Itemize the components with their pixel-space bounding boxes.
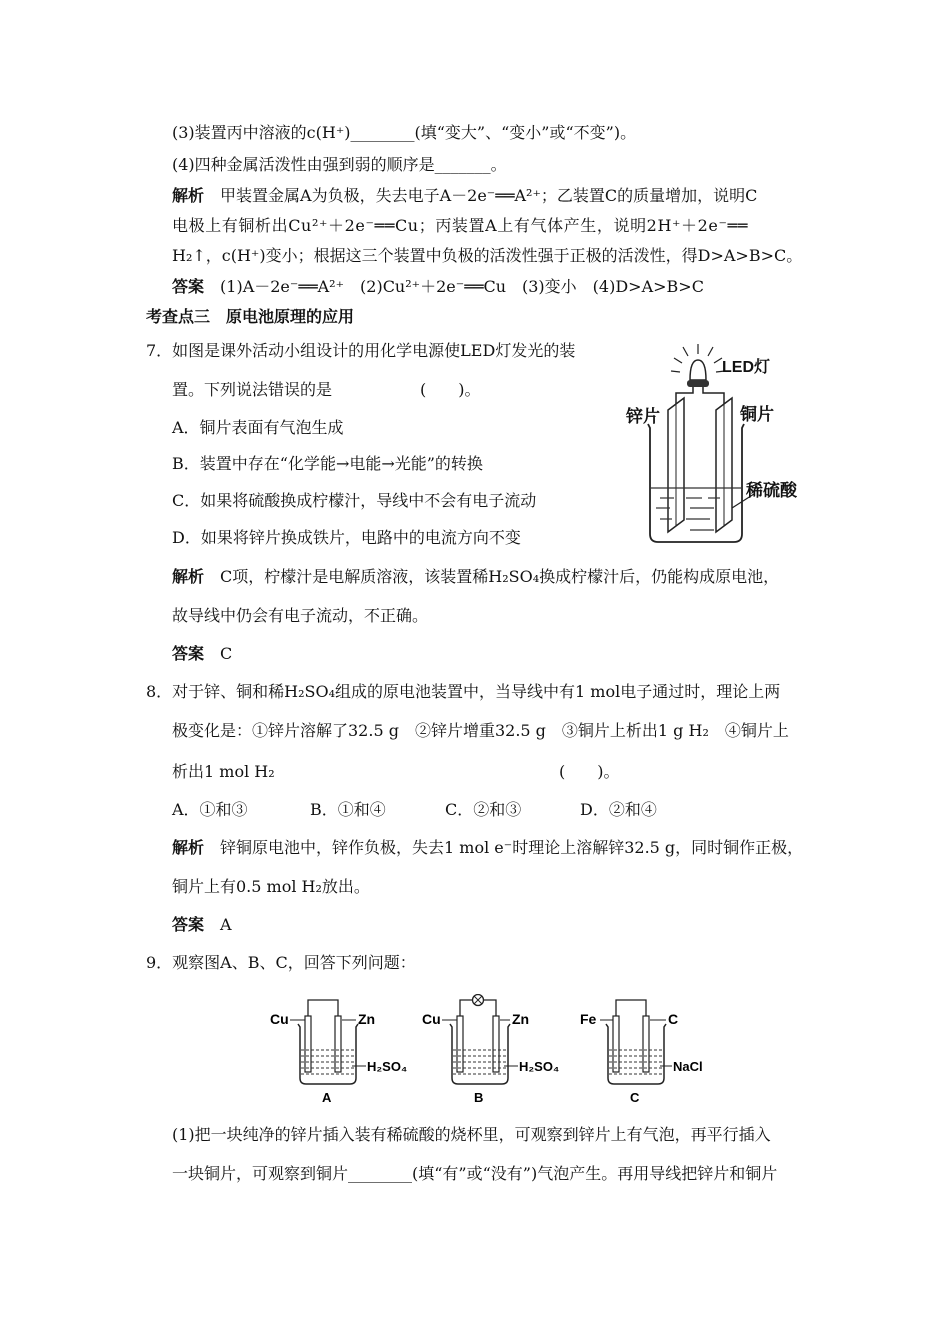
q8-option-c: C．②和③ <box>445 800 522 819</box>
q8-option-b: B．①和④ <box>310 800 386 819</box>
analysis-text: 锌铜原电池中，锌作负极，失去1 mol e⁻时理论上溶解锌32.5 g，同时铜作正极， <box>220 838 804 857</box>
answer-label: 答案 <box>172 915 205 934</box>
q7-analysis-line1 <box>172 566 779 588</box>
fig-c-right-label: C <box>668 1011 679 1027</box>
q6-sub3: (3)装置丙中溶液的c(H⁺)________(填“变大”、“变小”或“不变”)。 <box>172 123 637 142</box>
fig-b-right-label: Zn <box>512 1011 530 1027</box>
q7-option-b: B．装置中存在“化学能→电能→光能”的转换 <box>172 454 483 473</box>
bulb-icon <box>473 995 484 1006</box>
q8-stem-line3: 析出1 mol H₂ <box>172 762 275 781</box>
copper-label: 铜片 <box>740 405 774 424</box>
led-bulb-icon <box>687 360 709 387</box>
fig-a-left-label: Cu <box>270 1011 289 1027</box>
fig-b-solution-label: H₂SO₄ <box>519 1059 560 1074</box>
q8-analysis-line2: 铜片上有0.5 mol H₂放出。 <box>172 877 370 896</box>
q6-analysis-line3: H₂↑，c(H⁺)变小；根据这三个装置中负极的活泼性强于正极的活泼性，得D>A>B>C。 <box>172 246 803 265</box>
q7-answer-blank: ( )。 <box>420 380 481 399</box>
q9-sub1-line1: (1)把一块纯净的锌片插入装有稀硫酸的烧杯里，可观察到锌片上有气泡，再平行插入 <box>172 1125 771 1144</box>
analysis-label: 解析 <box>172 838 205 857</box>
answer-label: 答案 <box>172 644 205 663</box>
fig-b-caption: B <box>474 1090 484 1105</box>
q8-stem-line2: 极变化是：①锌片溶解了32.5 g ②锌片增重32.5 g ③铜片上析出1 g H₂ ④铜片上 <box>172 721 789 740</box>
fig-a-right-label: Zn <box>358 1011 376 1027</box>
acid-label: 稀硫酸 <box>746 481 797 500</box>
fig-c-caption: C <box>630 1090 640 1105</box>
q8-option-a: A．①和③ <box>172 800 248 819</box>
analysis-text: C项，柠檬汁是电解质溶液，该装置稀H₂SO₄换成柠檬汁后，仍能构成原电池， <box>220 567 780 586</box>
fig-c-solution-label: NaCl <box>673 1059 703 1074</box>
answer-text: C <box>220 644 233 663</box>
answer-text: A <box>220 915 232 934</box>
zinc-label: 锌片 <box>626 407 660 426</box>
q8-option-d: D．②和④ <box>580 800 657 819</box>
answer-label: 答案 <box>172 277 205 296</box>
q6-analysis-line1 <box>172 185 757 207</box>
fig-c-left-label: Fe <box>580 1011 597 1027</box>
fig-a-solution-label: H₂SO₄ <box>367 1059 408 1074</box>
q9-stem: 9．观察图A、B、C，回答下列问题： <box>146 953 416 972</box>
q8-answer <box>172 914 232 936</box>
fig-b-left-label: Cu <box>422 1011 441 1027</box>
q7-stem-line1: 7．如图是课外活动小组设计的用化学电源使LED灯发光的装 <box>146 341 576 360</box>
q8-stem-line1: 8．对于锌、铜和稀H₂SO₄组成的原电池装置中，当导线中有1 mol电子通过时，理论上两 <box>146 682 781 701</box>
q7-option-a: A．铜片表面有气泡生成 <box>172 418 344 437</box>
analysis-label: 解析 <box>172 567 205 586</box>
fig-a-caption: A <box>322 1090 332 1105</box>
q7-option-c: C．如果将硫酸换成柠檬汁，导线中不会有电子流动 <box>172 491 537 510</box>
section-title: 考查点三 原电池原理的应用 <box>146 307 355 326</box>
q6-analysis-line2: 电极上有铜析出Cu²⁺＋2e⁻══Cu；丙装置A上有气体产生，说明2H⁺＋2e⁻══ <box>172 216 749 235</box>
cell-figure-b <box>420 994 565 1106</box>
q8-answer-blank: ( )。 <box>559 762 620 781</box>
q6-sub4: (4)四种金属活泼性由强到弱的顺序是_______。 <box>172 155 507 174</box>
cell-figure-c <box>576 994 721 1106</box>
q7-stem-line2: 置。下列说法错误的是 <box>172 380 333 399</box>
analysis-text: 甲装置金属A为负极，失去电子A－2e⁻══A²⁺；乙装置C的质量增加，说明C <box>220 186 758 205</box>
q7-option-d: D．如果将锌片换成铁片，电路中的电流方向不变 <box>172 528 521 547</box>
q8-analysis-line1 <box>172 837 803 859</box>
q9-sub1-line2: 一块铜片，可观察到铜片________(填“有”或“没有”)气泡产生。再用导线把锌片和铜片 <box>172 1164 778 1183</box>
led-cell-figure <box>620 338 820 548</box>
answer-text: (1)A－2e⁻══A²⁺ (2)Cu²⁺＋2e⁻══Cu (3)变小 (4)D>A>B>C <box>220 277 704 296</box>
analysis-label: 解析 <box>172 186 205 205</box>
q6-answer <box>172 276 704 298</box>
q7-answer <box>172 643 232 665</box>
cell-figure-a <box>268 994 413 1106</box>
q7-analysis-line2: 故导线中仍会有电子流动，不正确。 <box>172 606 429 625</box>
led-label: LED灯 <box>722 359 771 376</box>
